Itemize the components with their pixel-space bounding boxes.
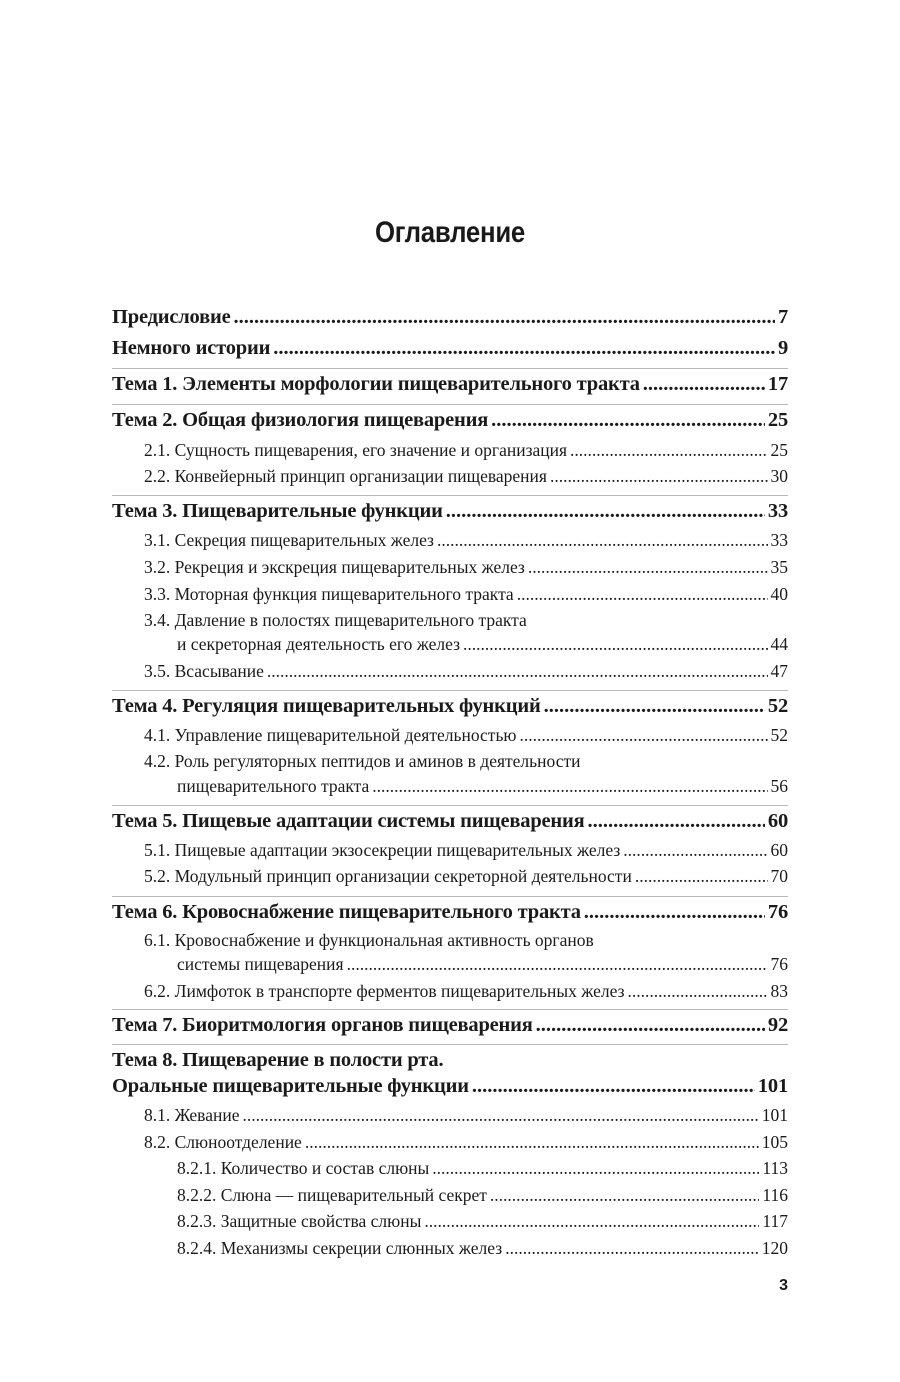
- leader-dots: [242, 1105, 758, 1126]
- toc-entry-page: 7: [777, 306, 788, 328]
- toc-subentry[interactable]: [177, 634, 788, 655]
- leader-dots: [463, 634, 767, 655]
- toc-entry-page: 120: [761, 1238, 788, 1258]
- toc-subentry-line1: 3.4. Давление в полостях пищеварительного тракта: [144, 610, 527, 630]
- toc-subsubentry[interactable]: [177, 1185, 788, 1206]
- leader-dots: [446, 500, 765, 523]
- section-divider: [112, 495, 788, 496]
- toc-entry[interactable]: [112, 901, 788, 924]
- toc-subentry[interactable]: [177, 776, 788, 797]
- leader-dots: [372, 776, 767, 797]
- toc-entry-title: 8.2. Слюноотделение: [144, 1132, 302, 1152]
- toc-entry-line1: Тема 8. Пищеварение в полости рта.: [112, 1049, 444, 1071]
- toc-entry-title: Тема 1. Элементы морфологии пищеварительного тракта: [112, 373, 640, 395]
- toc-subentry[interactable]: [144, 1132, 788, 1153]
- toc-entry-title: Тема 7. Биоритмология органов пищеварения: [112, 1014, 533, 1036]
- section-divider: [112, 1044, 788, 1045]
- toc-subentry[interactable]: [144, 661, 788, 682]
- toc-entry[interactable]: [112, 500, 788, 523]
- toc-entry-title: 2.1. Сущность пищеварения, его значение и организация: [144, 440, 568, 460]
- toc-entry-title: Тема 2. Общая физиология пищеварения: [112, 409, 489, 431]
- toc-entry-page: 101: [761, 1105, 788, 1125]
- toc-entry-page: 52: [770, 725, 788, 745]
- toc-subentry[interactable]: [144, 725, 788, 746]
- toc-entry-title: Тема 6. Кровоснабжение пищеварительного тракта: [112, 901, 581, 923]
- section-divider: [112, 805, 788, 806]
- leader-dots: [432, 1158, 759, 1179]
- toc-subentry[interactable]: [144, 530, 788, 551]
- toc-entry-page: 17: [767, 373, 788, 395]
- toc-entry-page: 117: [762, 1211, 788, 1231]
- leader-dots: [472, 1075, 755, 1098]
- toc-entry-title: 3.1. Секреция пищеварительных желез: [144, 530, 434, 550]
- toc-entry-page: 44: [770, 634, 788, 654]
- section-divider: [112, 690, 788, 691]
- toc-entry-title: 8.2.2. Слюна — пищеварительный секрет: [177, 1185, 487, 1205]
- toc-entry-page: 83: [770, 981, 788, 1001]
- leader-dots: [588, 810, 765, 833]
- toc-entry-title: 8.2.3. Защитные свойства слюны: [177, 1211, 422, 1231]
- toc-entry-title: Оральные пищеварительные функции: [112, 1075, 469, 1097]
- toc-entry-page: 60: [767, 810, 788, 832]
- leader-dots: [635, 866, 768, 887]
- toc-subentry[interactable]: [144, 840, 788, 861]
- leader-dots: [517, 584, 768, 605]
- toc-subentry[interactable]: [177, 954, 788, 975]
- toc-entry[interactable]: [112, 1014, 788, 1037]
- toc-entry-title: 3.2. Рекреция и экскреция пищеварительных желез: [144, 557, 525, 577]
- toc-entry-page: 56: [770, 776, 788, 796]
- toc-subsubentry[interactable]: [177, 1211, 788, 1232]
- toc-entry-title: 3.5. Всасывание: [144, 661, 264, 681]
- toc-entry[interactable]: [112, 695, 788, 718]
- leader-dots: [623, 840, 767, 861]
- toc-subsubentry[interactable]: [177, 1238, 788, 1259]
- toc-entry-title: 5.2. Модульный принцип организации секреторной деятельности: [144, 866, 632, 886]
- toc-entry-title: пищеварительного тракта: [177, 776, 370, 796]
- leader-dots: [544, 695, 765, 718]
- toc-subentry[interactable]: [144, 981, 788, 1002]
- leader-dots: [628, 981, 768, 1002]
- toc-entry-page: 105: [761, 1132, 788, 1152]
- toc-subentry[interactable]: [144, 584, 788, 605]
- leader-dots: [550, 466, 768, 487]
- toc-entry-title: 3.3. Моторная функция пищеварительного тракта: [144, 584, 514, 604]
- toc-entry-page: 9: [777, 337, 788, 359]
- leader-dots: [437, 530, 768, 551]
- toc-entry-page: 52: [767, 695, 788, 717]
- toc-subentry-line1: 6.1. Кровоснабжение и функциональная активность органов: [144, 930, 594, 950]
- toc-entry-title: 6.2. Лимфоток в транспорте ферментов пищеварительных желез: [144, 981, 625, 1001]
- toc-entry[interactable]: [112, 1075, 788, 1098]
- section-divider: [112, 1009, 788, 1010]
- toc-entry-page: 40: [770, 584, 788, 604]
- leader-dots: [267, 661, 768, 682]
- toc-entry-title: системы пищеварения: [177, 954, 344, 974]
- toc-entry-title: 2.2. Конвейерный принцип организации пищеварения: [144, 466, 547, 486]
- toc-subentry-line1: 4.2. Роль регуляторных пептидов и аминов в деятельности: [144, 751, 581, 771]
- toc-entry-page: 101: [757, 1075, 788, 1097]
- toc-entry-page: 92: [767, 1014, 788, 1036]
- toc-entry-page: 35: [770, 557, 788, 577]
- leader-dots: [273, 337, 775, 360]
- leader-dots: [424, 1211, 759, 1232]
- toc-subsubentry[interactable]: [177, 1158, 788, 1179]
- toc-entry-title: Немного истории: [112, 337, 271, 359]
- toc-entry-page: 25: [767, 409, 788, 431]
- toc-entry[interactable]: [112, 373, 788, 396]
- toc-entry-page: 70: [770, 866, 788, 886]
- toc-entry[interactable]: [112, 306, 788, 329]
- toc-subentry[interactable]: [144, 557, 788, 578]
- toc-entry-page: 33: [770, 530, 788, 550]
- leader-dots: [536, 1014, 765, 1037]
- toc-entry-title: Тема 4. Регуляция пищеварительных функций: [112, 695, 541, 717]
- toc-subentry[interactable]: [144, 866, 788, 887]
- toc-entry-title: 8.2.1. Количество и состав слюны: [177, 1158, 430, 1178]
- leader-dots: [491, 409, 765, 432]
- toc-entry-title: 8.2.4. Механизмы секреции слюнных желез: [177, 1238, 503, 1258]
- toc-entry[interactable]: [112, 409, 788, 432]
- page-number: 3: [779, 1277, 788, 1294]
- toc-entry-title: Предисловие: [112, 306, 231, 328]
- leader-dots: [584, 901, 765, 924]
- section-divider: [112, 404, 788, 405]
- toc-entry-title: Тема 3. Пищеварительные функции: [112, 500, 443, 522]
- page-title: Оглавление: [374, 216, 526, 249]
- toc-subentry[interactable]: [144, 1105, 788, 1126]
- toc-entry-page: 60: [770, 840, 788, 860]
- toc-entry-page: 25: [770, 440, 788, 460]
- toc-entry-page: 76: [767, 901, 788, 923]
- toc-subentry[interactable]: [144, 466, 788, 487]
- toc-entry-title: 5.1. Пищевые адаптации экзосекреции пищеварительных желез: [144, 840, 621, 860]
- toc-entry-title: 4.1. Управление пищеварительной деятельностью: [144, 725, 517, 745]
- toc-entry-page: 47: [770, 661, 788, 681]
- toc-entry[interactable]: [112, 337, 788, 360]
- toc-entry-title: и секреторная деятельность его желез: [177, 634, 461, 654]
- leader-dots: [233, 306, 774, 329]
- leader-dots: [643, 373, 765, 396]
- toc-subentry[interactable]: [144, 440, 788, 461]
- toc-entry-page: 33: [767, 500, 788, 522]
- toc-entry-page: 116: [762, 1185, 788, 1205]
- section-divider: [112, 368, 788, 369]
- toc-entry-title: Тема 5. Пищевые адаптации системы пищеварения: [112, 810, 585, 832]
- toc-entry-page: 76: [770, 954, 788, 974]
- leader-dots: [520, 725, 768, 746]
- leader-dots: [305, 1132, 759, 1153]
- leader-dots: [528, 557, 768, 578]
- leader-dots: [570, 440, 767, 461]
- section-divider: [112, 896, 788, 897]
- toc-entry[interactable]: [112, 810, 788, 833]
- leader-dots: [347, 954, 768, 975]
- toc-entry-page: 113: [762, 1158, 788, 1178]
- toc-entry-title: 8.1. Жевание: [144, 1105, 240, 1125]
- leader-dots: [505, 1238, 759, 1259]
- toc-entry-page: 30: [770, 466, 788, 486]
- leader-dots: [490, 1185, 759, 1206]
